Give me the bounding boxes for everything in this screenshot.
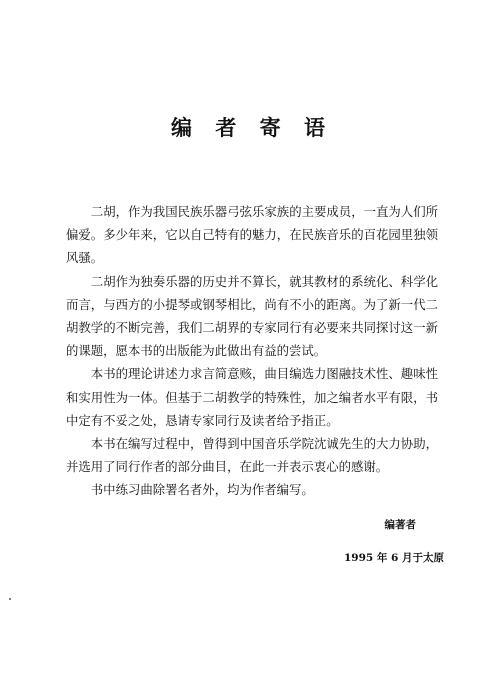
scan-speck	[9, 598, 11, 600]
author-signature: 编著者	[384, 519, 416, 531]
paragraph-2: 二胡作为独奏乐器的历史并不算长，就其教材的系统化、科学化而言，与西方的小提琴或钢琴相比，尚有不小的距离。为了新一代二胡教学的不断完善，我们二胡界的专家同行有必要来共同探讨这一新的课题，愿本书的出版能为此做出有益的尝试。	[66, 273, 438, 359]
page-title: 编 者 寄 语	[171, 115, 333, 140]
paragraph-4: 本书在编写过程中，曾得到中国音乐学院沈诚先生的大力协助，并选用了同行作者的部分曲目，在此一并表示衷心的感谢。	[66, 436, 438, 475]
paragraph-5: 书中练习曲除署名者外，均为作者编写。	[90, 482, 314, 498]
paragraph-3: 本书的理论讲述力求言简意赅，曲目编选力图融技术性、趣味性和实用性为一体。但基于二胡教学的特殊性，加之编者水平有限，书中定有不妥之处，恳请专家同行及读者给予指正。	[66, 366, 438, 428]
date-place-line: 1995 年 6 月于太原	[344, 552, 444, 564]
foreword-body	[66, 200, 438, 502]
paragraph-1: 二胡，作为我国民族乐器弓弦乐家族的主要成员，一直为人们所偏爱。多少年来，它以自己特有的魅力，在民族音乐的百花园里独领风骚。	[66, 204, 438, 266]
